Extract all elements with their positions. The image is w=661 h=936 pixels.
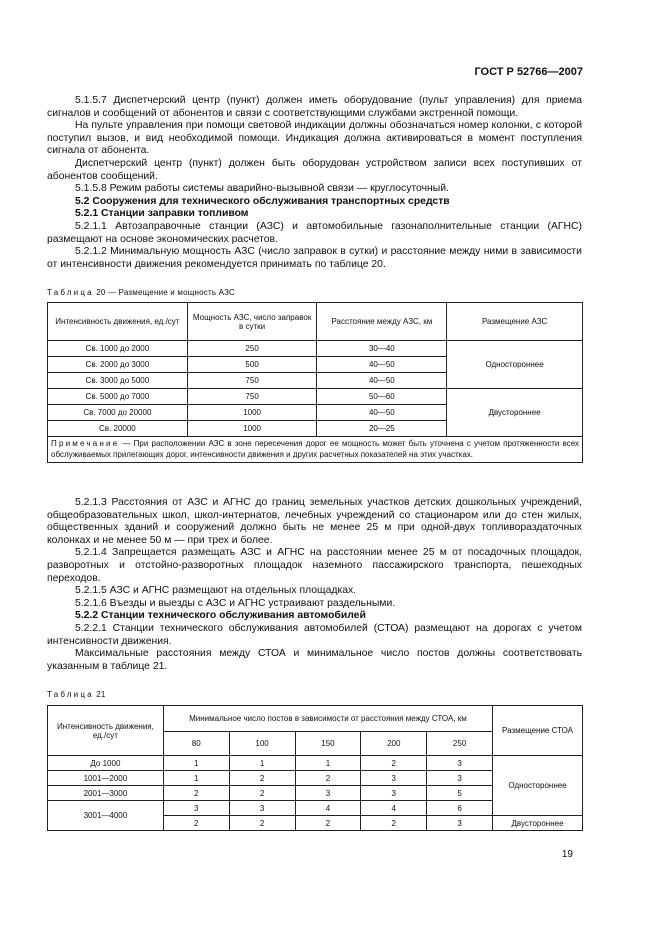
header-cell: Минимальное число постов в зависимости от расстояния между СТОА, км: [163, 706, 492, 732]
text-block-top: [47, 95, 582, 271]
section-heading: 5.2 Сооружения для технического обслуживания транспортных средств: [75, 195, 450, 207]
paragraph: 5.1.5.7 Диспетчерский центр (пункт) должен иметь оборудование (пульт управления) для приема сигналов и сообщений от абонентов и связи с соответствующими службами экстренной помощи.: [47, 95, 582, 119]
paragraph: 5.2.1.4 Запрещается размещать АЗС и АГНС на расстоянии менее 25 м от посадочных площадок, разворотных и отстойно-разворотных площадок наземного пассажирского транспорта, пешеходных переходов.: [47, 547, 582, 584]
paragraph: 5.2.1.6 Въезды и выезды с АЗС и АГНС устраивают раздельными.: [75, 597, 396, 609]
table-21: [47, 705, 583, 831]
table-row: До 1000 1 1 1 2 3 Одностороннее: [48, 756, 583, 771]
paragraph: 5.2.1.5 АЗС и АГНС размещают на отдельных площадках.: [75, 585, 357, 597]
table-row: Св. 3000 до 5000 750 40—50: [48, 373, 583, 389]
table-20: [47, 302, 583, 463]
placement-cell: Двустороннее: [493, 816, 583, 831]
placement-cell: Двустороннее: [447, 389, 583, 437]
table-row: Св. 2000 до 3000 500 40—50: [48, 357, 583, 373]
header-cell: Интенсивность движения, ед./сут: [48, 303, 188, 341]
table-note: Примечание — При расположении АЗС в зоне пересечения дорог ее мощность может быть уточнена с учетом протяженности всех обслуживаемых прилегающих дорог, интенсивности движения и других расчетных показателей на этих участках.: [48, 437, 583, 463]
placement-cell: Одностороннее: [493, 756, 583, 816]
table-row: 1001—2000 1 2 2 3 3: [48, 771, 583, 786]
subsection-heading: 5.2.1 Станции заправки топливом: [75, 208, 249, 220]
paragraph: 5.2.1.1 Автозаправочные станции (АЗС) и автомобильные газонаполнительные станции (АГНС) размещают на основе экономических расчетов.: [47, 220, 582, 245]
paragraph: 5.2.1.3 Расстояния от АЗС и АГНС до границ земельных участков детских дошкольных учреждений, общеобразовательных школ, школ-интернатов, лечебных учреждений со стационаром или до стен жилых, общественных зданий и сооружений должно быть не менее 25 м при одной-двух топливораздаточных колонках и не менее 50 м — при трех и более.: [47, 497, 582, 546]
table-row: 2001—3000 2 2 3 3 5: [48, 786, 583, 801]
table-row: Св. 5000 до 7000 750 50—60 Двустороннее: [48, 389, 583, 405]
table21-caption: Таблица 21: [47, 690, 106, 699]
table-header-row: [48, 706, 583, 732]
table-row: 3001—4000 3 3 4 4 6: [48, 801, 583, 816]
paragraph: 5.2.2.1 Станции технического обслуживания автомобилей (СТОА) размещают на дорогах с учетом интенсивности движения.: [47, 622, 582, 647]
table-header-row: [48, 303, 583, 341]
paragraph: 5.1.5.8 Режим работы системы аварийно-вызывной связи — круглосуточный.: [75, 183, 449, 195]
header-cell: Размещение АЗС: [447, 303, 583, 341]
header-cell: Размещение СТОА: [493, 706, 583, 756]
table-row: Св. 1000 до 2000 250 30—40 Одностороннее: [48, 341, 583, 357]
table20-caption: Таблица 20 — Размещение и мощность АЗС: [47, 288, 236, 297]
header-cell: Расстояние между АЗС, км: [317, 303, 447, 341]
table-header-row: 80 100 150 200 250: [48, 732, 583, 756]
paragraph: Диспетчерский центр (пункт) должен быть оборудован устройством записи всех поступивших от абонентов сообщений.: [47, 157, 582, 182]
placement-cell: Одностороннее: [447, 341, 583, 389]
page-number: 19: [561, 849, 573, 860]
table-row: Св. 7000 до 20000 1000 40—50: [48, 405, 583, 421]
document-id: ГОСТ Р 52766—2007: [474, 66, 583, 78]
table-note-row: [48, 437, 583, 463]
paragraph: Максимальные расстояния между СТОА и минимальное число постов должны соответствовать указанным в таблице 21.: [47, 648, 582, 672]
text-block-middle: [47, 497, 582, 673]
paragraph: 5.2.1.2 Минимальную мощность АЗС (число заправок в сутки) и расстояние между ними в зависимости от интенсивности движения рекомендуется принимать по таблице 20.: [47, 246, 582, 270]
paragraph: На пульте управления при помощи световой индикации должны обозначаться номер колонки, с которой поступил вызов, и вид необходимой помощи. Индикация должна активироваться в момент поступления сигнала от абонента.: [47, 120, 582, 157]
table-row: 2 2 2 2 3 Двустороннее: [48, 816, 583, 831]
header-cell: Интенсивность движения, ед./сут: [48, 706, 164, 756]
subsection-heading: 5.2.2 Станции технического обслуживания автомобилей: [75, 610, 366, 622]
header-cell: Мощность АЗС, число заправок в сутки: [187, 303, 317, 341]
table-row: Св. 20000 1000 20—25: [48, 421, 583, 437]
